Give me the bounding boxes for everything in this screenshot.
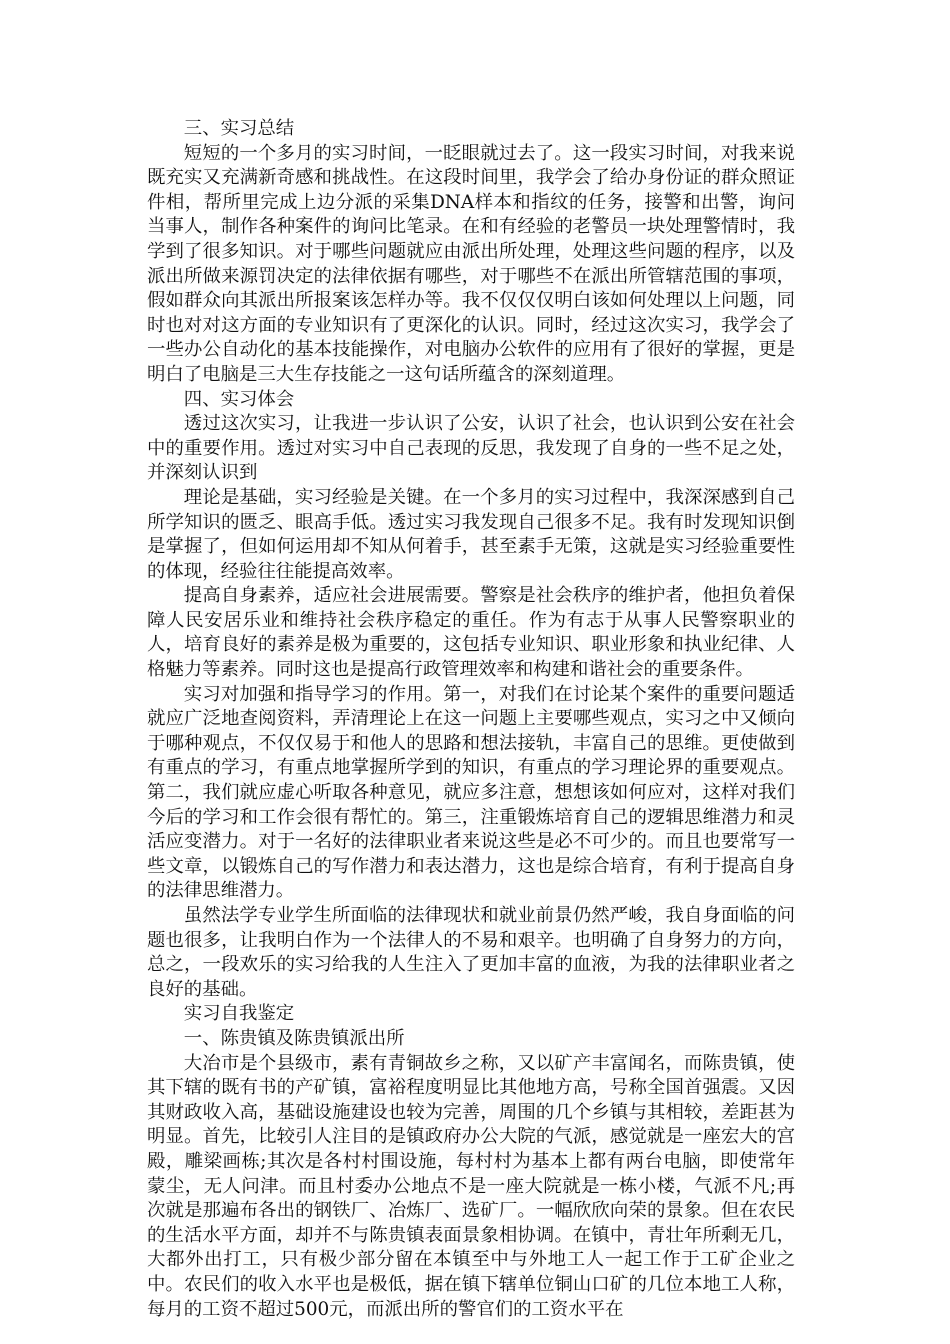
section-heading-summary: 三、实习总结 [183, 118, 295, 139]
section-heading-appraisal: 实习自我鉴定 [183, 1003, 295, 1025]
paragraph-theory: 理论是基础，实习经验是关键。在一个多月的实习过程中，我深深感到自己所学知识的匮乏、眼高手低。透过实习我发现自己很多不足。我有时发现知识倒是掌握了，但如何运用却不知从何着手，甚至素手无策，这就是实习经验重要性的体现，经验往往能提高效率。 [147, 486, 795, 582]
paragraph-experience-intro: 透过这次实习，让我进一步认识了公安，认识了社会，也认识到公安在社会中的重要作用。透过对实习中自己表现的反思，我发现了自身的一些不足之处，并深刻认识到 [147, 413, 795, 484]
section-heading-experience: 四、实习体会 [183, 388, 295, 410]
paragraph-study: 实习对加强和指导学习的作用。第一，对我们在讨论某个案件的重要问题适就应广泛地查阅资料，弄清理论上在这一问题上主要哪些观点，实习之中又倾向于哪种观点，不仅仅易于和他人的思路和想法接轨，丰富自己的思维。更使做到有重点的学习，有重点地掌握所学到的知识，有重点的学习理论界的重要观点。第二，我们就应虚心听取各种意见，就应多注意，想想该如何应对，这样对我们今后的学习和工作会很有帮忙的。第三，注重锻炼培育自己的逻辑思维潜力和灵活应变潜力。对于一名好的法律职业者来说这些是必不可少的。而且也要常写一些文章，以锻炼自己的写作潜力和表达潜力，这也是综合培育，有利于提高自身的法律思维潜力。 [147, 683, 795, 902]
paragraph-town: 大冶市是个县级市，素有青铜故乡之称，又以矿产丰富闻名，而陈贵镇，使其下辖的既有书的产矿镇，富裕程度明显比其他地方高，号称全国首强震。又因其财政收入高，基础设施建设也较为完善，周围的几个乡镇与其相较，差距甚为明显。首先，比较引人注目的是镇政府办公大院的气派，感觉就是一座宏大的宫殿，雕梁画栋;其次是各村村围设施，每村村为基本上都有两台电脑，即使常年蒙尘，无人问津。而且村委办公地点不是一座大院就是一栋小楼，气派不凡;再次就是那遍布各出的钢铁厂、冶炼厂、选矿厂。一幅欣欣向荣的景象。但在农民的生活水平方面，却并不与陈贵镇表面景象相协调。在镇中，青壮年所剩无几，大都外出打工，只有极少部分留在本镇至中与外地工人一起工作于工矿企业之中。农民们的收入水平也是极低，据在镇下辖单位铜山口矿的几位本地工人称，每月的工资不超过500元，而派出所的警官们的工资水平在 [147, 1052, 795, 1320]
paragraph-conclusion: 虽然法学专业学生所面临的法律现状和就业前景仍然严峻，我自身面临的问题也很多，让我明白作为一个法律人的不易和艰辛。也明确了自身努力的方向，总之，一段欢乐的实习给我的人生注入了更加丰富的血液，为我的法律职业者之良好的基础。 [147, 905, 795, 1000]
section-heading-town: 一、陈贵镇及陈贵镇派出所 [183, 1027, 405, 1049]
paragraph-quality: 提高自身素养，适应社会进展需要。警察是社会秩序的维护者，他担负着保障人民安居乐业和维持社会秩序稳定的重任。作为有志于从事人民警察职业的人，培育良好的素养是极为重要的，这包括专业知识、职业形象和执业纪律、人格魅力等素养。同时这也是提高行政管理效率和构建和谐社会的重要条件。 [147, 585, 795, 681]
paragraph-summary: 短短的一个多月的实习时间，一眨眼就过去了。这一段实习时间，对我来说既充实又充满新奇感和挑战性。在这段时间里，我学会了给办身份证的群众照证件相，帮所里完成上边分派的采集DNA样本和指纹的任务，接警和出警，询问当事人，制作各种案件的询问比笔录。在和有经验的老警员一块处理警情时，我学到了很多知识。对于哪些问题就应由派出所处理，处理这些问题的程序，以及派出所做来源罚决定的法律依据有哪些，对于哪些不在派出所管辖范围的事项，假如群众向其派出所报案该怎样办等。我不仅仅仅明白该如何处理以上问题，同时也对对这方面的专业知识有了更深化的认识。同时，经过这次实习，我学会了一些办公自动化的基本技能操作，对电脑办公软件的应用有了很好的掌握，更是明白了电脑是三大生存技能之一这句话所蕴含的深刻道理。 [147, 142, 795, 385]
document-body [147, 117, 795, 1322]
